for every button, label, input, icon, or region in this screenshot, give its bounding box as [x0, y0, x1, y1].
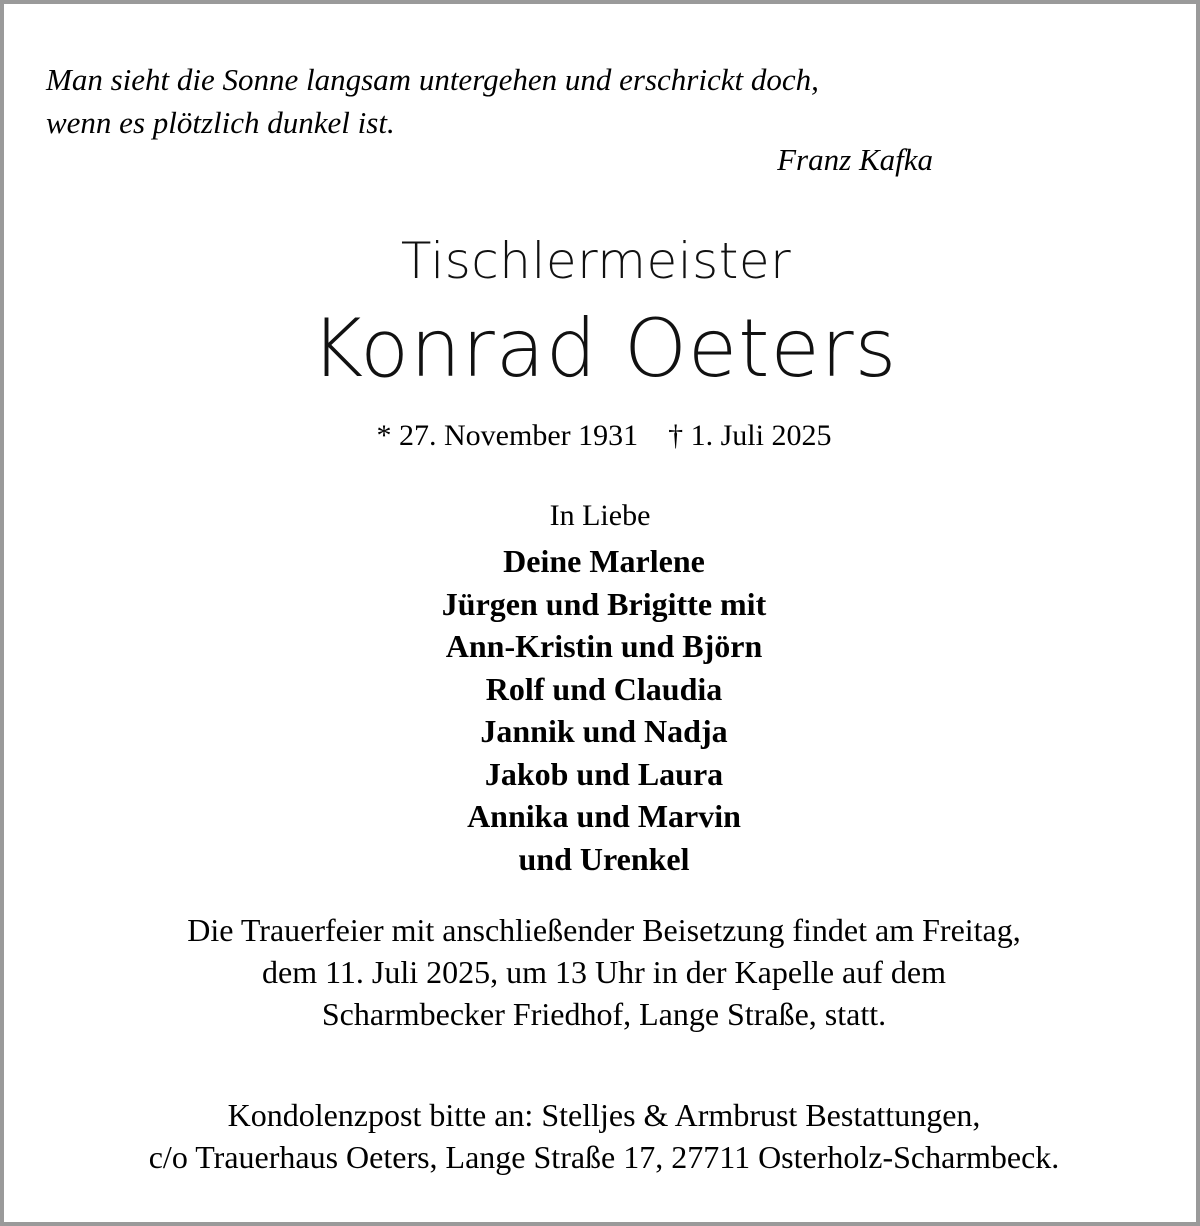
ceremony-info — [4, 909, 1200, 1035]
mourners-list — [4, 540, 1200, 880]
death-date: † 1. Juli 2025 — [668, 419, 832, 452]
mourner-line: Jürgen und Brigitte mit — [441, 585, 767, 622]
quote-line: wenn es plötzlich dunkel ist. — [46, 105, 395, 140]
condolence-line: c/o Trauerhaus Oeters, Lange Straße 17, 27711 Osterholz-Scharmbeck. — [148, 1139, 1060, 1175]
mourner-line: Deine Marlene — [503, 543, 705, 579]
life-dates — [4, 419, 1200, 453]
ceremony-line: Scharmbecker Friedhof, Lange Straße, statt. — [321, 996, 887, 1032]
condolence-info — [4, 1094, 1200, 1178]
mourners-intro: In Liebe — [549, 499, 651, 532]
mourner-line: Annika und Marvin — [467, 798, 741, 834]
ceremony-line: dem 11. Juli 2025, um 13 Uhr in der Kapelle auf dem — [262, 954, 946, 990]
quote — [46, 58, 819, 144]
mourner-line: Jakob und Laura — [484, 755, 724, 792]
deceased-name: Konrad Oeters — [310, 302, 898, 395]
mourner-line: und Urenkel — [518, 840, 690, 877]
mourner-line: Rolf und Claudia — [485, 670, 723, 707]
mourner-line: Jannik und Nadja — [480, 713, 728, 749]
birth-date: * 27. November 1931 — [376, 419, 639, 452]
ceremony-line: Die Trauerfeier mit anschließender Beisetzung findet am Freitag, — [187, 912, 1021, 948]
deceased-title: Tischlermeister — [400, 232, 792, 290]
quote-author: Franz Kafka — [777, 142, 933, 177]
condolence-line: Kondolenzpost bitte an: Stelljes & Armbrust Bestattungen, — [227, 1097, 981, 1133]
quote-line: Man sieht die Sonne langsam untergehen und erschrickt doch, — [46, 62, 819, 97]
mourner-line: Ann-Kristin und Björn — [445, 628, 763, 664]
